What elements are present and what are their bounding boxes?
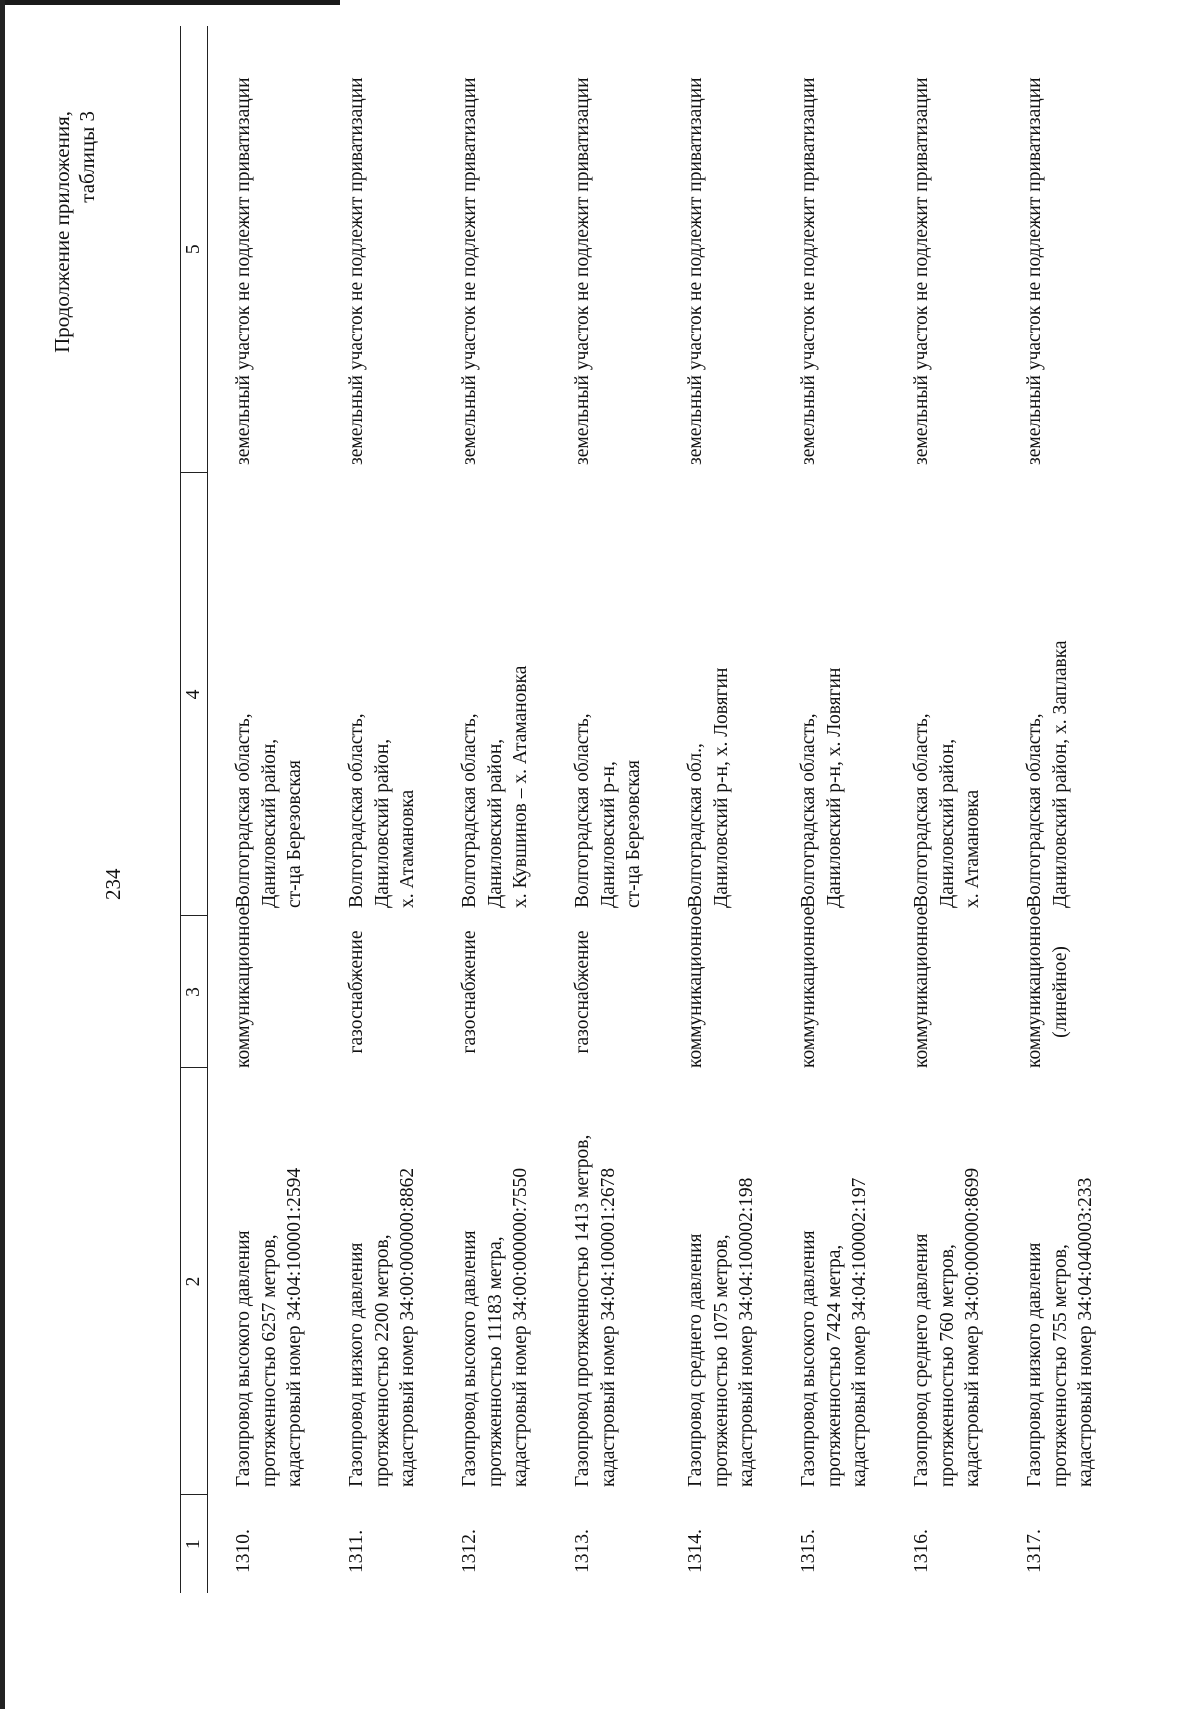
object-name-line: кадастровый номер 34:00:000000:7550 xyxy=(510,1167,531,1487)
object-purpose xyxy=(321,916,434,1068)
column-header: 5 xyxy=(181,26,208,473)
object-name xyxy=(321,1068,434,1495)
address-line: Волгоградская область, xyxy=(346,713,367,908)
object-name-line: протяженностью 755 метров, xyxy=(1049,1244,1071,1487)
row-number: 1310. xyxy=(233,1529,254,1573)
object-purpose xyxy=(886,906,999,1068)
table-row xyxy=(208,26,322,1593)
object-name-line: кадастровый номер 34:04:100001:2594 xyxy=(284,1167,305,1487)
privatization-note xyxy=(434,26,547,473)
purpose-line: коммуникационное xyxy=(685,906,706,1068)
object-name-line: кадастровый номер 34:00:000000:8862 xyxy=(397,1167,418,1487)
note-text: земельный участок не подлежит приватизации xyxy=(346,77,367,465)
purpose-line: газоснабжение xyxy=(459,930,480,1054)
address-line: Волгоградская область, xyxy=(798,713,819,908)
row-number: 1316. xyxy=(911,1529,932,1573)
purpose-line: коммуникационное xyxy=(798,906,819,1068)
object-name-line: кадастровый номер 34:04:100001:2678 xyxy=(597,1167,619,1487)
object-name xyxy=(773,1068,886,1495)
address-line: Волгоградская область, xyxy=(1024,713,1045,908)
note-text: земельный участок не подлежит приватизации xyxy=(798,77,819,465)
note-text: земельный участок не подлежит приватизации xyxy=(1024,77,1045,465)
object-purpose xyxy=(660,906,773,1068)
object-address xyxy=(886,473,999,916)
column-header: 4 xyxy=(181,473,208,916)
object-name-line: протяженностью 6257 метров, xyxy=(258,1234,280,1487)
purpose-line: (линейное) xyxy=(1049,946,1071,1038)
address-line: ст-ца Березовская xyxy=(284,759,305,908)
table-row xyxy=(999,26,1112,1593)
object-name-line: кадастровый номер 34:04:100002:197 xyxy=(849,1177,870,1487)
object-name-line: Газопровод протяженностью 1413 метров, xyxy=(572,1134,593,1487)
address-line: Волгоградская область, xyxy=(459,713,480,908)
property-table xyxy=(180,26,1112,1593)
column-header: 1 xyxy=(181,1495,208,1593)
address-line: Даниловский район, xyxy=(936,738,958,908)
address-line: Даниловский район, xyxy=(258,738,280,908)
privatization-note xyxy=(773,26,886,473)
table-row xyxy=(886,26,999,1593)
row-number: 1311. xyxy=(346,1529,367,1573)
object-name-line: протяженностью 760 метров, xyxy=(936,1244,958,1487)
address-line: Волгоградская обл., xyxy=(685,743,706,908)
purpose-line: газоснабжение xyxy=(346,930,367,1054)
object-name-line: Газопровод низкого давления xyxy=(1024,1242,1045,1487)
row-number: 1314. xyxy=(685,1529,706,1573)
object-name xyxy=(547,1068,660,1495)
purpose-line: газоснабжение xyxy=(572,930,593,1054)
address-line: Даниловский район, xyxy=(371,738,393,908)
object-address xyxy=(208,473,322,916)
table-row xyxy=(660,26,773,1593)
object-name-line: Газопровод среднего давления xyxy=(685,1233,706,1487)
object-name-line: Газопровод низкого давления xyxy=(346,1242,367,1487)
object-name-line: Газопровод среднего давления xyxy=(911,1233,932,1487)
address-line: Даниловский район, xyxy=(484,738,506,908)
note-text: земельный участок не подлежит приватизации xyxy=(459,77,480,465)
object-name-line: Газопровод высокого давления xyxy=(233,1230,254,1487)
table-header-row xyxy=(181,26,208,1593)
address-line: Волгоградская область, xyxy=(233,713,254,908)
address-line: Даниловский р-н, х. Ловягин xyxy=(823,667,845,908)
object-address xyxy=(547,473,660,916)
object-name xyxy=(208,1068,322,1495)
object-name-line: кадастровый номер 34:00:000000:8699 xyxy=(962,1167,983,1487)
address-line: Даниловский р-н, xyxy=(597,761,619,908)
object-name-line: протяженностью 11183 метра, xyxy=(484,1236,506,1487)
table-row xyxy=(321,26,434,1593)
table-row xyxy=(773,26,886,1593)
note-text: земельный участок не подлежит приватизации xyxy=(911,77,932,465)
purpose-line: коммуникационное xyxy=(911,906,932,1068)
privatization-note xyxy=(547,26,660,473)
object-name xyxy=(886,1068,999,1495)
object-purpose xyxy=(999,906,1112,1068)
address-line: Волгоградская область, xyxy=(572,713,593,908)
object-name-line: Газопровод высокого давления xyxy=(459,1230,480,1487)
object-address xyxy=(434,473,547,916)
address-line: ст-ца Березовская xyxy=(623,759,644,908)
address-line: Волгоградская область, xyxy=(911,713,932,908)
note-text: земельный участок не подлежит приватизации xyxy=(572,77,593,465)
object-name xyxy=(999,1068,1112,1495)
address-line: Даниловский р-н, х. Ловягин xyxy=(710,667,732,908)
object-name xyxy=(434,1068,547,1495)
address-line: х. Атамановка xyxy=(397,789,418,908)
row-number: 1315. xyxy=(798,1529,819,1573)
note-text: земельный участок не подлежит приватизации xyxy=(685,77,706,465)
object-name-line: протяженностью 7424 метра, xyxy=(823,1244,845,1487)
object-name-line: протяженностью 1075 метров, xyxy=(710,1234,732,1487)
privatization-note xyxy=(999,26,1112,473)
object-name-line: Газопровод высокого давления xyxy=(798,1230,819,1487)
object-address xyxy=(660,473,773,916)
continuation-title-line: таблицы 3 xyxy=(75,111,99,203)
purpose-line: коммуникационное xyxy=(1024,906,1045,1068)
column-header: 2 xyxy=(181,1068,208,1495)
column-header: 3 xyxy=(181,916,208,1068)
note-text: земельный участок не подлежит приватизации xyxy=(233,77,254,465)
continuation-title-line: Продолжение приложения, xyxy=(50,111,74,353)
continuation-title xyxy=(50,111,100,353)
privatization-note xyxy=(660,26,773,473)
object-purpose xyxy=(773,906,886,1068)
purpose-line: коммуникационное xyxy=(233,906,254,1068)
address-line: Даниловский район, х. Заплавка xyxy=(1049,640,1071,908)
privatization-note xyxy=(321,26,434,473)
row-number: 1317. xyxy=(1024,1529,1045,1573)
object-purpose xyxy=(434,916,547,1068)
object-name-line: кадастровый номер 34:04:040003:233 xyxy=(1075,1177,1096,1487)
object-name-line: кадастровый номер 34:04:100002:198 xyxy=(736,1177,757,1487)
page-number: 234 xyxy=(101,868,125,900)
object-address xyxy=(773,473,886,916)
table-row xyxy=(547,26,660,1593)
object-name-line: протяженностью 2200 метров, xyxy=(371,1234,393,1487)
privatization-note xyxy=(208,26,322,473)
address-line: х. Кувшинов – х. Атамановка xyxy=(510,665,531,908)
row-number: 1312. xyxy=(459,1529,480,1573)
table-row xyxy=(434,26,547,1593)
object-address xyxy=(321,473,434,916)
object-address xyxy=(999,473,1112,916)
address-line: х. Атамановка xyxy=(962,789,983,908)
row-number: 1313. xyxy=(572,1529,593,1573)
object-purpose xyxy=(547,916,660,1068)
object-name xyxy=(660,1068,773,1495)
privatization-note xyxy=(886,26,999,473)
object-purpose xyxy=(208,906,322,1068)
